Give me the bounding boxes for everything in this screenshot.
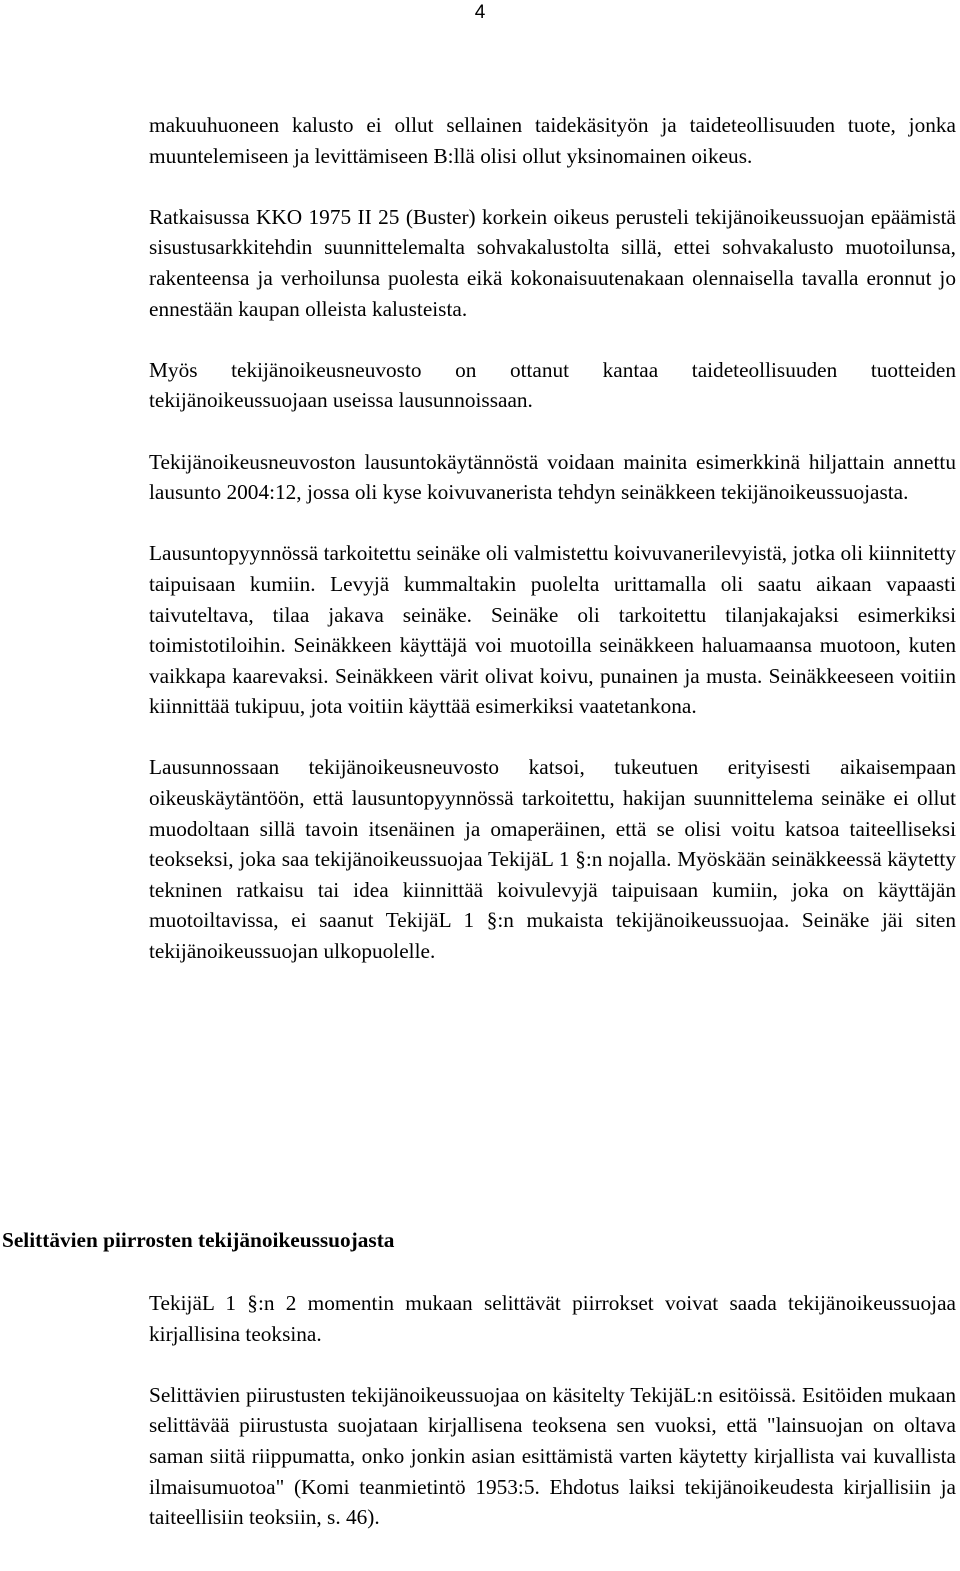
paragraph: TekijäL 1 §:n 2 momentin mukaan selittävät piirrokset voivat saada tekijänoikeussuojaa kirjallisina teoksina. bbox=[149, 1291, 956, 1346]
paragraph: Tekijänoikeusneuvoston lausuntokäytännöstä voidaan mainita esimerkkinä hiljattain annettu lausunto 2004:12, jossa oli kyse koivuvanerista tehdyn seinäkkeen tekijänoikeussuojasta. bbox=[149, 449, 956, 505]
page-number: 4 bbox=[474, 2, 486, 23]
paragraph: Lausunnossaan tekijänoikeusneuvosto katsoi, tukeutuen erityisesti aikaisempaan oikeuskäytäntöön, että lausuntopyynnössä tarkoitettu, hakijan suunnittelema seinäke ei ollut muodoltaan sillä tavoin itsenäinen ja omaperäinen, että se olisi voitu katsoa taiteelliseksi teokseksi, joka saa tekijänoikeussuojaa TekijäL 1 §:n nojalla. Myöskään seinäkkeessä käytetty tekninen ratkaisu tai idea kiinnittää koivulevyjä taipuisaan kumiin, joka on käyttäjän muotoiltavissa, ei saanut TekijäL 1 §:n mukaista tekijänoikeussuojaa. Seinäke jäi siten tekijänoikeussuojan ulkopuolelle. bbox=[149, 755, 956, 964]
paragraph: Lausuntopyynnössä tarkoitettu seinäke oli valmistettu koivuvanerilevyistä, jotka oli kiinnitetty taipuisaan kumiin. Levyjä kummaltakin puolelta urittamalla oli saatu aikaan vapaasti taivuteltava, tilaa jakava seinäke. Seinäke oli tarkoitettu tilanjakajaksi esimerkiksi toimistotiloihin. Seinäkkeen käyttäjä voi muotoilla seinäkkeen haluamaansa muotoon, kuten vaikkapa kaarevaksi. Seinäkkeen värit olivat koivu, punainen ja musta. Seinäkkeeseen voitiin kiinnittää tukipuu, jota voitiin käyttää esimerkiksi vaatetankona. bbox=[149, 541, 956, 719]
paragraph: Selittävien piirustusten tekijänoikeussuojaa on käsitelty TekijäL:n esitöissä. Esitöiden mukaan selittävää piirustusta suojataan kirjallisena teoksena sen vuoksi, että "lainsuojan on oltava saman siitä riippumatta, onko jonkin asian esittämistä varten käytetty kirjallista vai kuvallista ilmaisumuotoa" (Komi teanmietintö 1953:5. Ehdotus laiksi tekijänoikeudesta kirjallisiin ja taiteellisiin teoksiin, s. 46). bbox=[149, 1382, 956, 1530]
section-heading: Selittävien piirrosten tekijänoikeussuojasta bbox=[2, 1228, 395, 1252]
body-text bbox=[149, 110, 956, 967]
section-body-text bbox=[149, 1288, 956, 1533]
paragraph: makuuhuoneen kalusto ei ollut sellainen taidekäsityön ja taideteollisuuden tuote, jonka muuntelemiseen ja levittämiseen B:llä olisi ollut yksinomainen oikeus. bbox=[149, 113, 956, 168]
paragraph: Ratkaisussa KKO 1975 II 25 (Buster) korkein oikeus perusteli tekijänoikeussuojan epäämistä sisustusarkkitehdin suunnittelemalta sohvakalustolta sillä, ettei sohvakalusto muotoilunsa, rakenteensa ja verhoilunsa puolesta eikä kokonaisuutenakaan olennaisella tavalla eronnut jo ennestään kaupan olleista kalusteista. bbox=[149, 204, 956, 321]
paragraph: Myös tekijänoikeusneuvosto on ottanut kantaa taideteollisuuden tuotteiden tekijänoikeussuojaan useissa lausunnoissaan. bbox=[149, 357, 956, 413]
